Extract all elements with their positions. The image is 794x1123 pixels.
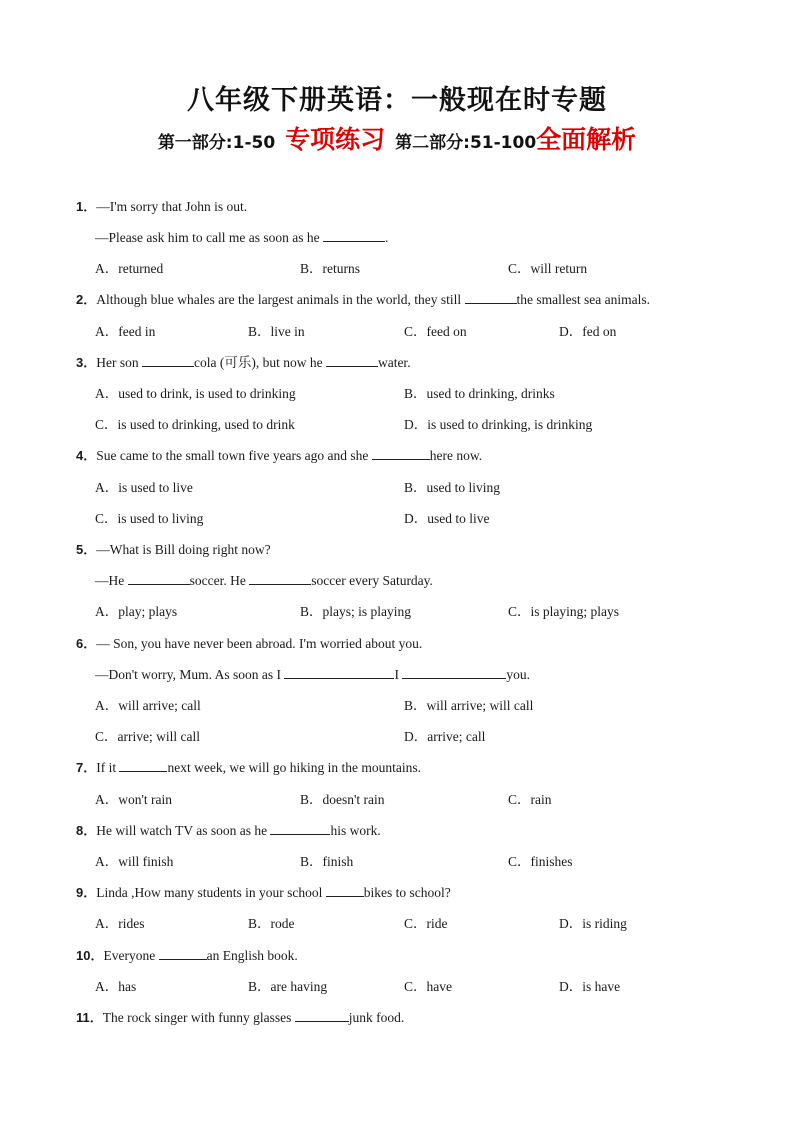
option-c[interactable]: C．is used to living (95, 511, 204, 526)
part1-label: 第一部分:1-50 (157, 133, 276, 153)
question-text: his work. (330, 823, 381, 838)
question-text: the smallest sea animals. (516, 292, 650, 307)
option-c[interactable]: C．arrive; will call (95, 729, 200, 744)
answer-blank[interactable] (402, 666, 506, 679)
question-text: He will watch TV as soon as he (96, 823, 271, 838)
question-text: Although blue whales are the largest animals in the world, they still (96, 292, 465, 307)
option-d[interactable]: D．used to live (404, 511, 490, 526)
option-d[interactable]: D．is have (559, 979, 621, 994)
question-6 (76, 635, 422, 653)
option-a[interactable]: A．has (95, 979, 137, 994)
question-number: 2． (76, 292, 97, 307)
option-b[interactable]: B．plays; is playing (300, 604, 411, 619)
option-c[interactable]: C．finishes (508, 854, 573, 869)
question-number: 6． (76, 636, 97, 651)
question-7 (76, 759, 421, 777)
answer-blank[interactable] (159, 947, 207, 960)
option-a[interactable]: A．rides (95, 916, 145, 931)
question-4 (76, 447, 482, 465)
question-1 (76, 198, 247, 216)
question-text: bikes to school? (363, 885, 451, 900)
question-text: —Don't worry, Mum. As soon as I (95, 667, 285, 682)
option-d[interactable]: D．is riding (559, 916, 627, 931)
option-a[interactable]: A．is used to live (95, 480, 193, 495)
question-text: —What is Bill doing right now? (96, 542, 271, 557)
option-a[interactable]: A．will arrive; call (95, 698, 201, 713)
option-a[interactable]: A．returned (95, 261, 164, 276)
option-d[interactable]: D．is used to drinking, is drinking (404, 417, 593, 432)
question-text: — Son, you have never been abroad. I'm worried about you. (96, 636, 423, 651)
question-number: 4． (76, 448, 97, 463)
question-text: next week, we will go hiking in the mountains. (167, 760, 421, 775)
question-number: 7． (76, 760, 97, 775)
question-text: . (384, 230, 389, 245)
question-text: Linda ,How many students in your school (96, 885, 326, 900)
question-3 (76, 354, 411, 372)
question-2 (76, 291, 650, 309)
answer-blank[interactable] (119, 759, 167, 772)
option-a[interactable]: A．feed in (95, 324, 156, 339)
question-number: 9． (76, 885, 97, 900)
option-c[interactable]: C．is playing; plays (508, 604, 619, 619)
option-b[interactable]: B．doesn't rain (300, 792, 385, 807)
question-text: an English book. (206, 948, 298, 963)
question-1-line-2 (95, 229, 388, 247)
question-5-line-2 (95, 572, 433, 590)
option-b[interactable]: B．returns (300, 261, 360, 276)
option-c[interactable]: C．is used to drinking, used to drink (95, 417, 295, 432)
question-5 (76, 541, 271, 559)
option-b[interactable]: B．finish (300, 854, 354, 869)
option-d[interactable]: D．arrive; call (404, 729, 486, 744)
part2-label: 第二部分:51-100 (395, 133, 537, 153)
option-a[interactable]: A．play; plays (95, 604, 178, 619)
option-a[interactable]: A．won't rain (95, 792, 173, 807)
question-text: —I'm sorry that John is out. (96, 199, 248, 214)
option-d[interactable]: D．fed on (559, 324, 617, 339)
option-b[interactable]: B．will arrive; will call (404, 698, 534, 713)
question-8 (76, 822, 381, 840)
answer-blank[interactable] (323, 229, 385, 242)
answer-blank[interactable] (142, 354, 194, 367)
part2-highlight: 全面解析 (536, 125, 637, 154)
question-text: The rock singer with funny glasses (102, 1010, 295, 1025)
question-number: 10． (76, 948, 104, 963)
option-a[interactable]: A．will finish (95, 854, 174, 869)
option-c[interactable]: C．feed on (404, 324, 467, 339)
option-b[interactable]: B．live in (248, 324, 305, 339)
question-6-line-2 (95, 666, 530, 684)
part1-highlight: 专项练习 (285, 125, 386, 154)
answer-blank[interactable] (128, 572, 190, 585)
option-c[interactable]: C．have (404, 979, 452, 994)
question-11 (76, 1009, 404, 1027)
question-text: soccer. He (189, 573, 250, 588)
question-text: If it (96, 760, 120, 775)
option-c[interactable]: C．ride (404, 916, 448, 931)
answer-blank[interactable] (372, 447, 430, 460)
option-b[interactable]: B．used to living (404, 480, 501, 495)
question-9 (76, 884, 451, 902)
question-text: water. (377, 355, 411, 370)
question-text: Her son (96, 355, 142, 370)
option-b[interactable]: B．rode (248, 916, 295, 931)
question-text: you. (506, 667, 530, 682)
question-text: here now. (429, 448, 483, 463)
option-b[interactable]: B．used to drinking, drinks (404, 386, 555, 401)
question-text: Sue came to the small town five years ago and she (96, 448, 372, 463)
answer-blank[interactable] (465, 291, 517, 304)
question-text: I (394, 667, 403, 682)
answer-blank[interactable] (326, 354, 378, 367)
answer-blank[interactable] (284, 666, 394, 679)
question-text: —Please ask him to call me as soon as he (95, 230, 323, 245)
option-c[interactable]: C．will return (508, 261, 588, 276)
question-text: —He (95, 573, 128, 588)
question-10 (76, 947, 298, 965)
answer-blank[interactable] (326, 884, 364, 897)
question-text: soccer every Saturday. (311, 573, 433, 588)
option-a[interactable]: A．used to drink, is used to drinking (95, 386, 296, 401)
question-text: Everyone (103, 948, 159, 963)
question-number: 8． (76, 823, 97, 838)
question-number: 11． (76, 1010, 103, 1025)
page-subtitle (0, 120, 794, 156)
option-b[interactable]: B．are having (248, 979, 328, 994)
question-number: 5． (76, 542, 97, 557)
answer-blank[interactable] (270, 822, 330, 835)
option-c[interactable]: C．rain (508, 792, 552, 807)
question-text: cola (可乐), but now he (193, 355, 326, 370)
answer-blank[interactable] (295, 1009, 349, 1022)
question-text: junk food. (348, 1010, 405, 1025)
question-number: 1． (76, 199, 97, 214)
question-number: 3． (76, 355, 97, 370)
answer-blank[interactable] (249, 572, 311, 585)
page-title: 八年级下册英语：一般现在时专题 (187, 85, 607, 116)
